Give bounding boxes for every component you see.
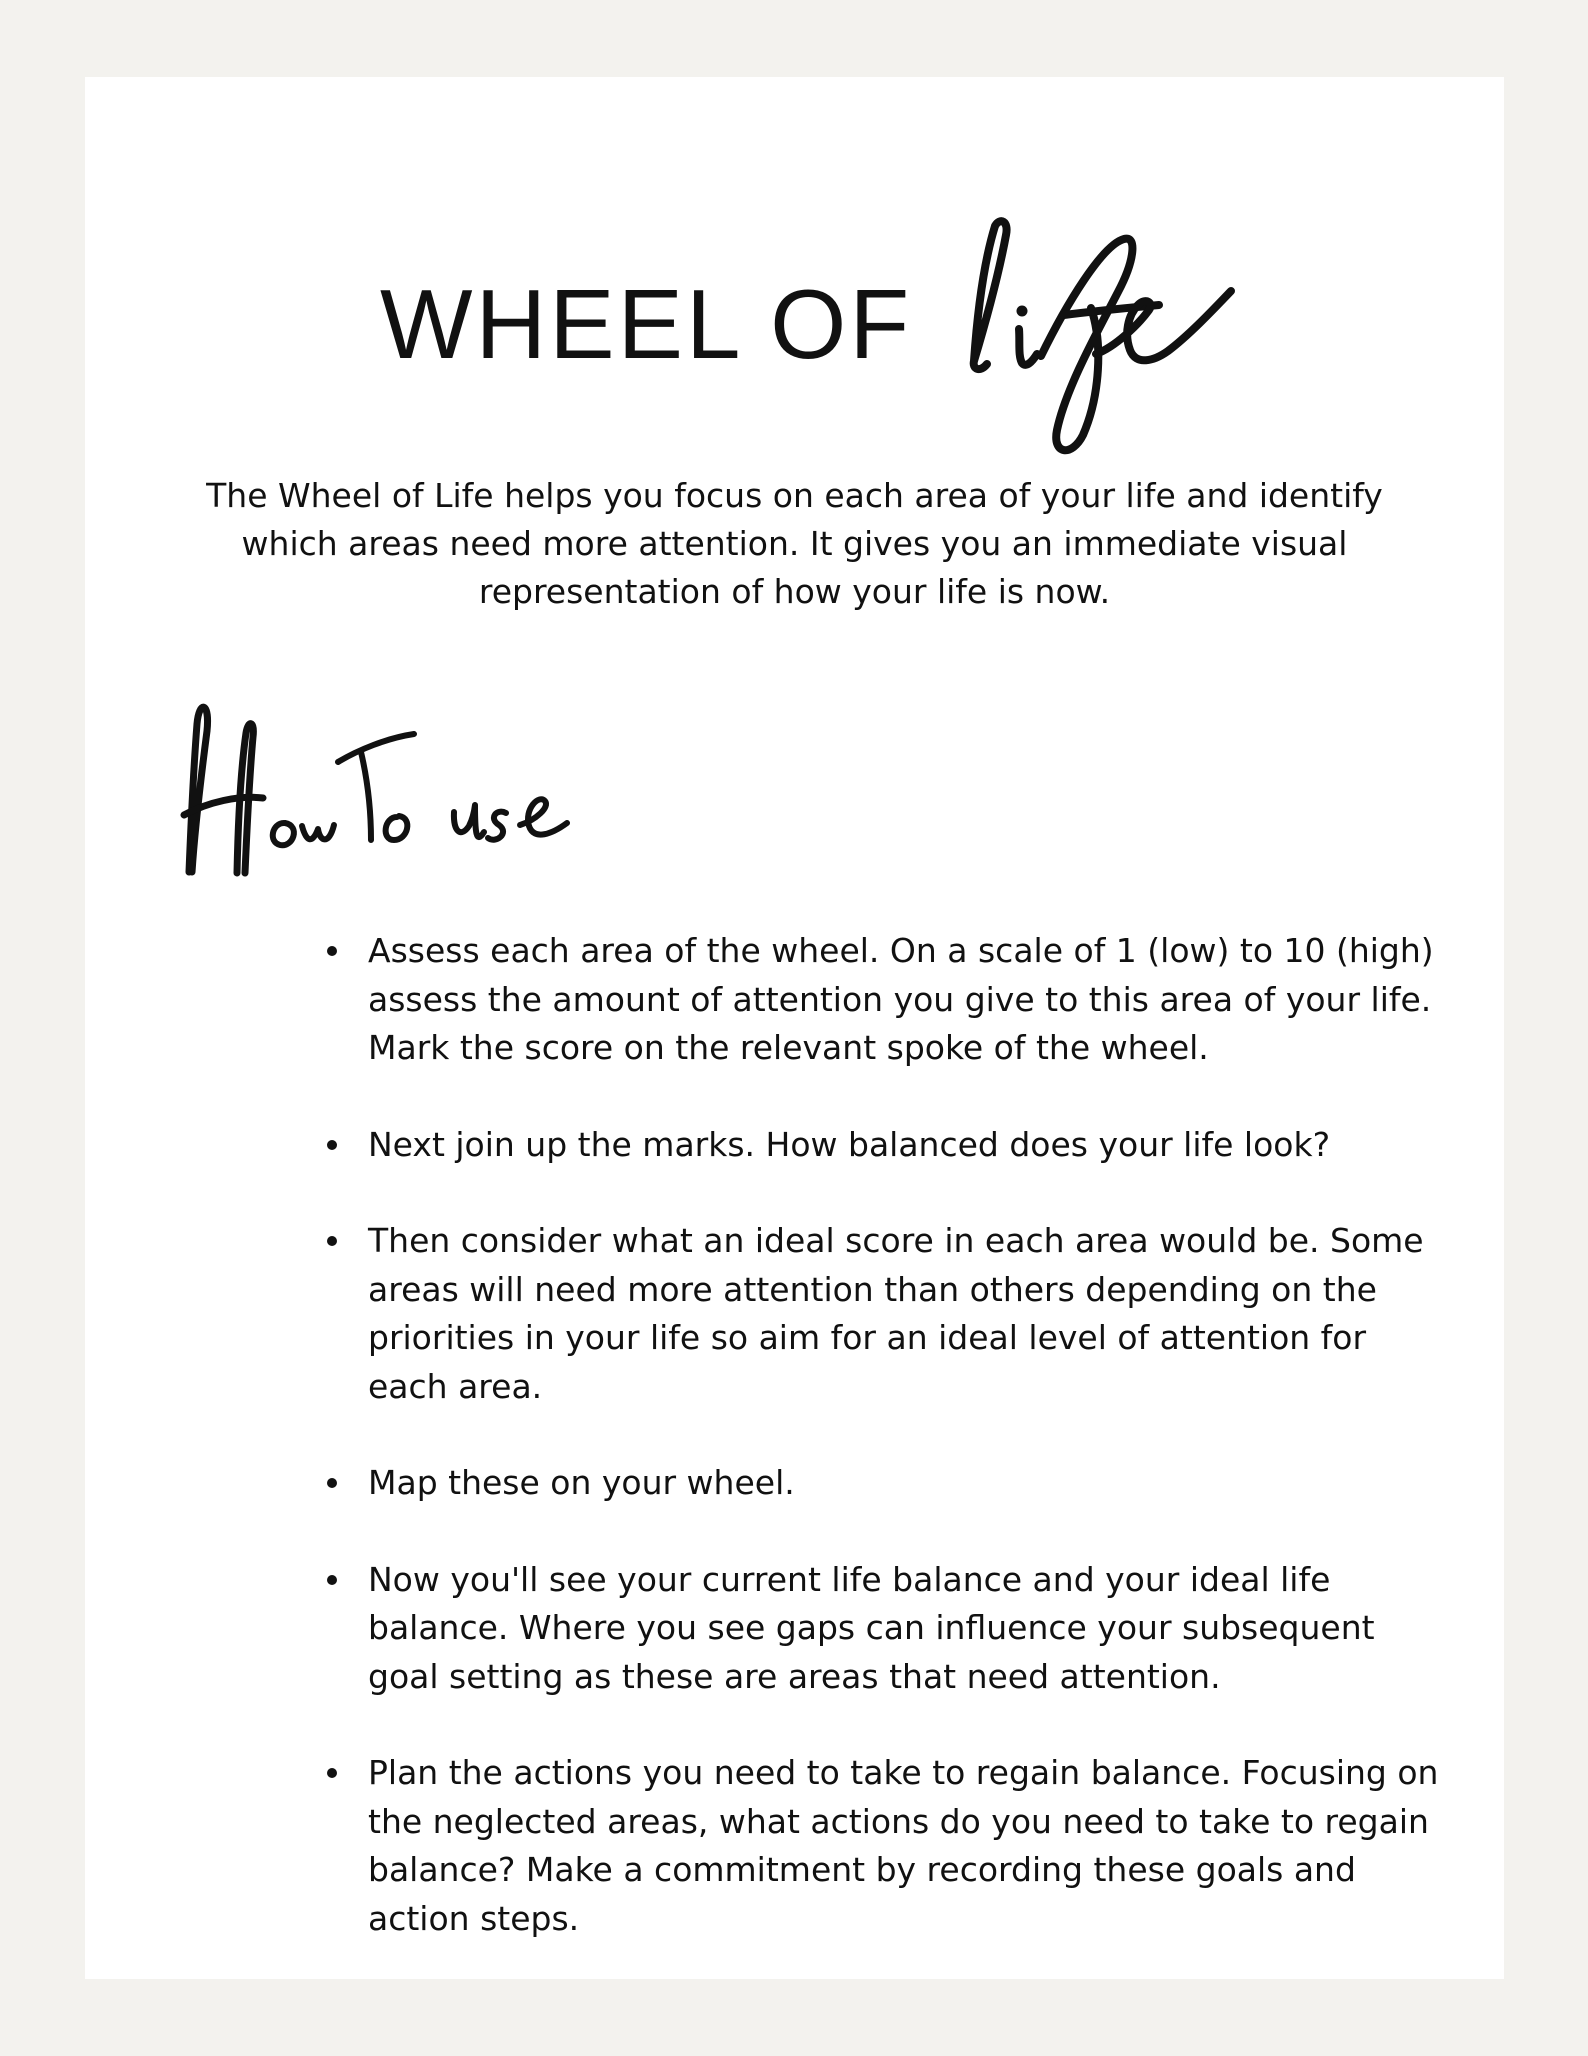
list-item xyxy=(281,927,1441,1073)
worksheet-page xyxy=(85,77,1504,1979)
list-item-text: Plan the actions you need to take to regain balance. Focusing on the neglected areas, what actions do you need to take to regain balance? Make a commitment by recording these goals and action steps. xyxy=(368,1753,1439,1938)
bullet-icon xyxy=(327,1478,337,1488)
title-plain-text: WHEEL OF xyxy=(380,269,913,379)
page-title xyxy=(85,207,1504,467)
list-item-text: Then consider what an ideal score in each area would be. Some areas will need more attention than others depending on the priorities in your life so aim for an ideal level of attention for each area. xyxy=(368,1221,1424,1406)
bullet-icon xyxy=(327,946,337,956)
list-item xyxy=(281,1459,1441,1508)
bullet-icon xyxy=(327,1768,337,1778)
intro-paragraph: The Wheel of Life helps you focus on each area of your life and identify which areas need more attention. It gives you an immediate visual representation of how your life is now. xyxy=(206,476,1383,611)
list-item-text: Next join up the marks. How balanced does your life look? xyxy=(368,1124,1331,1164)
list-item-text: Assess each area of the wheel. On a scale of 1 (low) to 10 (high) assess the amount of attention you give to this area of your life. Mark the score on the relevant spoke of the wheel. xyxy=(368,931,1434,1067)
list-item xyxy=(281,1749,1441,1943)
list-item xyxy=(281,1217,1441,1411)
list-item-text: Map these on your wheel. xyxy=(368,1463,795,1502)
list-item-text: Now you'll see your current life balance and your ideal life balance. Where you see gaps can influence your subsequent goal setting as these are areas that need attention. xyxy=(368,1559,1375,1696)
title-script-lettering xyxy=(940,217,1280,467)
bullet-icon xyxy=(327,1236,337,1246)
instructions-list xyxy=(281,927,1441,1991)
bullet-icon xyxy=(327,1575,337,1585)
list-item xyxy=(281,1556,1441,1702)
how-to-use-heading xyxy=(175,637,595,907)
bullet-icon xyxy=(327,1140,337,1150)
list-item xyxy=(281,1121,1441,1170)
